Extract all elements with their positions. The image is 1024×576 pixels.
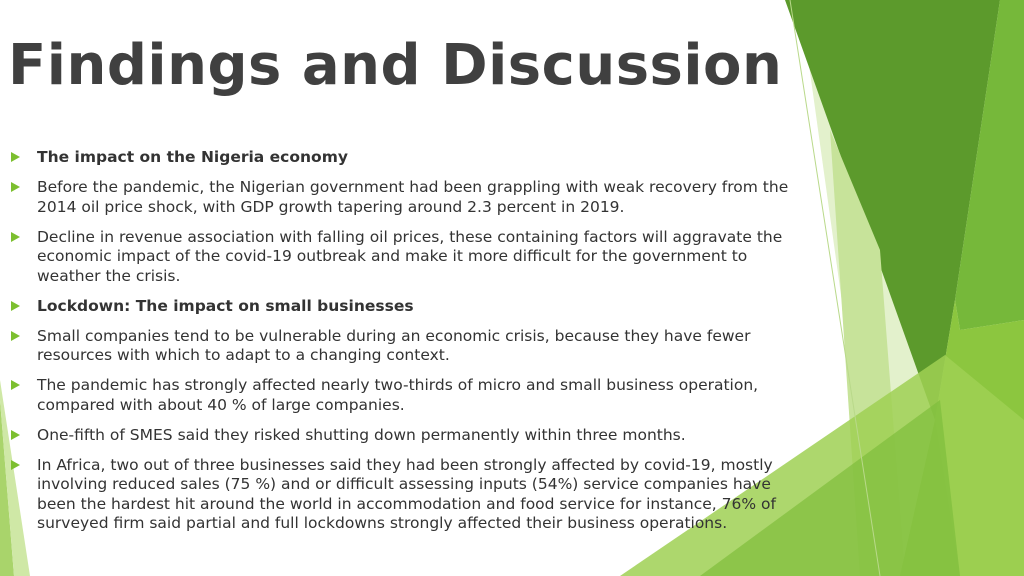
- bullet-arrow-icon: [11, 152, 20, 162]
- slide-title: Findings and Discussion: [8, 33, 783, 98]
- bullet-item: [10, 178, 800, 217]
- bullet-item: [10, 297, 800, 317]
- bullet-arrow-icon: [11, 380, 20, 390]
- bullet-text: In Africa, two out of three businesses said they had been strongly affected by covid-19, mostly involving reduced sales (75 %) and or difficult assessing inputs (54%) service companies have been the hardest hit around the world in accommodation and food service for instance, 76% of surveyed firm said partial and full lockdowns strongly affected their business operations.: [37, 455, 776, 532]
- bullet-arrow-icon: [11, 430, 20, 440]
- bullet-item: [10, 148, 800, 168]
- bullet-arrow-icon: [11, 301, 20, 311]
- bullet-item: [10, 456, 800, 534]
- bullet-text: Lockdown: The impact on small businesses: [37, 296, 414, 315]
- bullet-item: [10, 327, 800, 366]
- bullet-text: Decline in revenue association with falling oil prices, these containing factors will aggravate the economic impact of the covid-19 outbreak and make it more difficult for the government to weather the crisis.: [37, 227, 783, 285]
- bullet-arrow-icon: [11, 232, 20, 242]
- bullet-arrow-icon: [11, 331, 20, 341]
- bullet-text: The impact on the Nigeria economy: [37, 148, 348, 166]
- bullet-arrow-icon: [11, 460, 20, 470]
- bullet-text: Small companies tend to be vulnerable during an economic crisis, because they have fewer resources with which to adapt to a changing context.: [37, 326, 751, 364]
- bullet-item: [10, 426, 800, 446]
- bullet-text: One-fifth of SMES said they risked shutting down permanently within three months.: [37, 425, 686, 444]
- bullet-list: [10, 148, 800, 544]
- bullet-text: The pandemic has strongly affected nearly two-thirds of micro and small business operation, compared with about 40 % of large companies.: [37, 376, 759, 414]
- bullet-item: [10, 228, 800, 287]
- bullet-arrow-icon: [11, 182, 20, 192]
- bullet-item: [10, 376, 800, 415]
- bullet-text: Before the pandemic, the Nigerian government had been grappling with weak recovery from the 2014 oil price shock, with GDP growth tapering around 2.3 percent in 2019.: [37, 178, 789, 216]
